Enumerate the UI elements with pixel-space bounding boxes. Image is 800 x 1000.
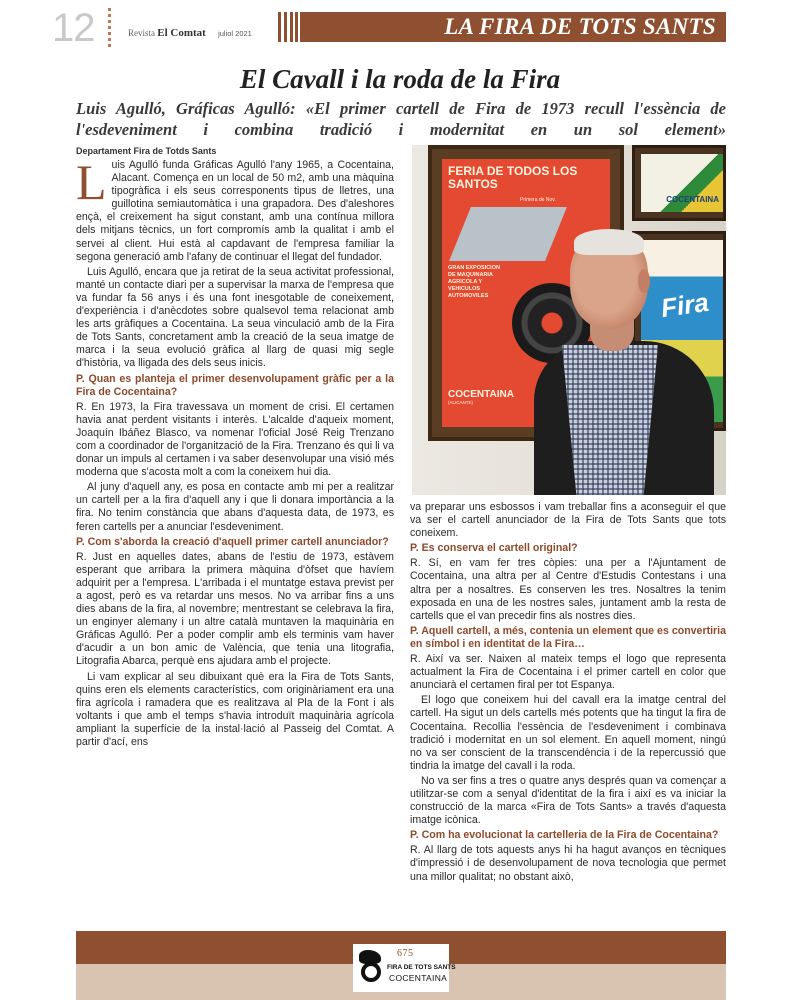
man-hair <box>574 229 644 255</box>
paragraph: R. Sí, en vam fer tres còpies: una per a l'Ajuntament de Cocentaina, una altra per al Centre d'Estudis Contestans i una altra per a nosaltres. Es conserven les tres. Nosaltres la tenim exposada en una de les nostres sales, juntament amb la resta de cartells que el van precedir fins als nostres dies. <box>410 557 726 622</box>
paragraph: Li vam explicar al seu dibuixant què era la Fira de Tots Sants, quins eren els elements característics, com originàriament era una fira agrícola i ramadera que es realitzava al Pla de la Font i als voltants i que amb el temps s'havia introduït maquinària agrícola ampliant la superfície de la instal·lació al Passeig del Comtat. A partir d'ací, ens <box>76 670 394 749</box>
article-photo <box>412 145 726 495</box>
paragraph: Luis Agulló, encara que ja retirat de la seua activitat professional, manté un contacte diari per a supervisar la marxa de l'empresa que va fundar fa 56 anys i és una font inesgotable de coneixement, d'experiència i d'anècdotes sobre qualsevol tema relacionat amb les arts gràfiques a Cocentaina. La seua vinculació amb de la Fira de Tots Sants, concretament amb la creació de la seua imatge de marca i la seua evolució gràfica al llarg de quasi mig segle d'història, va lligada des dels seus inicis. <box>76 265 394 370</box>
paragraph: R. Al llarg de tots aquests anys hi ha hagut avanços en tècniques d'impressió i de desenvolupament de nova tecnologia que permet una millor qualitat; no obstant això, <box>410 844 726 883</box>
framed-poster-right-top <box>632 145 726 221</box>
article-column-1 <box>76 159 394 933</box>
drop-cap: L <box>76 159 107 210</box>
article-byline: Departament Fira de Totds Sants <box>76 146 217 156</box>
article-subtitle: Luis Agulló, Gráficas Agulló: «El primer cartell de Fira de 1973 recull l'essència de l'esdeveniment i combina tradició i modernitat en un sol element» <box>76 99 726 139</box>
logo-number: 675 <box>397 948 414 959</box>
wheel-icon <box>361 962 381 982</box>
interview-question: P. Com ha evolucionat la cartelleria de la Fira de Cocentaina? <box>410 829 719 842</box>
logo-line-2: COCENTAINA <box>389 973 448 983</box>
poster-title: FERIA DE TODOS LOS SANTOS <box>448 164 578 191</box>
poster-body: GRAN EXPOSICION DE MAQUINARIA AGRICOLA Y VEHICULOS AUTOMOVILES <box>448 265 500 299</box>
poster-city: COCENTAINA (ALICANTE) <box>448 389 514 405</box>
section-band <box>300 12 726 42</box>
man-shirt <box>562 345 658 495</box>
paragraph: El logo que coneixem hui del cavall era la imatge central del cartell. Ha sigut un dels cartells més potents que ha tingut la fira de Cocentaina. Recollia l'essència de l'esdeveniment i combinava tradició i modernitat en un sol element. En aquell moment, ningú no va ser conscient de la transcendència i de la repercussió que tindria la imatge del cavall i la roda. <box>410 694 726 772</box>
interview-question: P. Aquell cartell, a més, contenia un element que es convertiria en símbol i en identitat de la Fira… <box>410 624 726 650</box>
poster-subtitle: Primera de Nov. <box>520 197 556 203</box>
paragraph: No va ser fins a tres o quatre anys després quan va començar a utilitzar-se com a senyal d'identitat de la fira i així es va iniciar la construcció de la marca «Fira de Tots Sants» a través d'aquesta imatge icònica. <box>410 774 726 827</box>
interview-question: P. Quan es planteja el primer desenvolupament gràfic per a la Fira de Cocentaina? <box>76 372 394 398</box>
header-bars <box>278 12 298 42</box>
horse-icon <box>449 207 567 261</box>
interview-question: P. Es conserva el cartell original? <box>410 542 578 555</box>
paragraph: va preparar uns esbossos i vam treballar fins a aconseguir el que va ser el cartell anunciador de la Fira de Tots Sants que tots coneixem. <box>410 501 726 540</box>
masthead <box>128 27 252 39</box>
right-poster-top-text: COCENTAINA <box>666 195 719 204</box>
masthead-date: juliol 2021 <box>218 29 252 38</box>
fira-logo <box>353 944 456 992</box>
logo-line-1: FIRA DE TOTS SANTS <box>387 964 456 971</box>
paragraph: R. Just en aquelles dates, abans de l'estiu de 1973, estàvem esperant que arribara la primera màquina d'òfset que havíem adquirit per a l'empresa. L'arribada i el muntatge estava previst per a agost, però es va retardar uns mesos. No va arribar fins a uns dies abans de la fira, al novembre; mentrestant se celebrava la fira, un enginyer alemany i un altre català muntaven la maquinària en Gráficas Agulló. Per a poder complir amb els terminis vam haver d'acudir a un bon amic de València, que tenia una litografia, Litografia Abarca, perquè ens ajudara amb el projecte. <box>76 550 394 668</box>
paragraph: R. Així va ser. Naixen al mateix temps el logo que representa actualment la Fira de Cocentaina i el primer cartell en color que anunciarà el certamen firal per tot Espanya. <box>410 653 726 692</box>
masthead-name: El Comtat <box>157 27 206 39</box>
page-number: 12 <box>52 6 95 50</box>
paragraph: Al juny d'aquell any, es posa en contacte amb mi per a realitzar un cartell per a la fira d'aquell any i que li donara importància a la fira. No tenim constància que abans d'aquesta data, de 1973, es feren cartells per a anunciar l'esdeveniment. <box>76 481 394 533</box>
right-poster-mid-text: Fira <box>659 286 711 324</box>
paragraph: R. En 1973, la Fira travessava un moment de crisi. El certamen havia anat perdent visitants i interès. L'alcalde d'aqueix moment, Joaquín Ibáñez Blasco, va nomenar l'oficial José Reig Trenzano com a coordinador de l'organització de la Fira. Trenzano és qui li va donar un impuls al certamen i va saber desenvolupar una visió més moderna que s'acosta molt a com la coneixem hui dia. <box>76 400 394 479</box>
man-ear <box>638 269 650 293</box>
paragraph: Luis Agulló funda Gráficas Agulló l'any 1965, a Cocentaina, Alacant. Comença en un local de 50 m2, amb una màquina tipogràfica i els seus corresponents tipus de lletres, una guillotina semiautomàtica i una grapadora. Des d'aleshores ençà, el creixement ha sigut constant, amb una contínua millora dels mitjans tècnics, un fort compromís amb la qualitat i amb el servei al client. Hui està al capdavant de l'empresa familiar la segona generació amb l'afany de continuar el llegat del fundador. <box>76 159 394 263</box>
interview-question: P. Com s'aborda la creació d'aquell primer cartell anunciador? <box>76 535 389 548</box>
article-title: El Cavall i la roda de la Fira <box>239 64 561 94</box>
section-title: LA FIRA DE TOTS SANTS <box>444 14 716 39</box>
page-number-divider <box>108 8 111 48</box>
article-column-2 <box>410 501 726 933</box>
masthead-prefix: Revista <box>128 28 155 38</box>
